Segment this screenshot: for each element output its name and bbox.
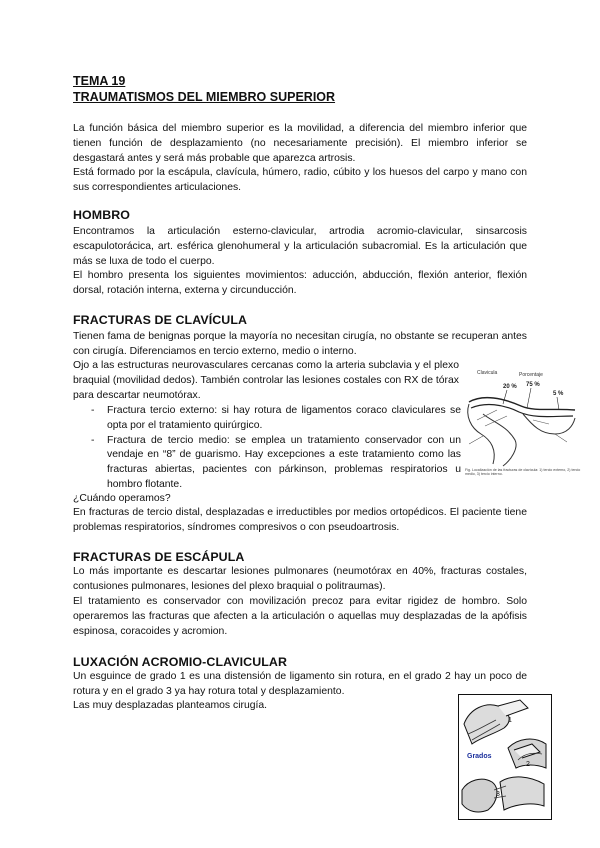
clavicle-fracture-figure bbox=[463, 364, 583, 488]
clavicula-paragraph-1: Tienen fama de benignas porque la mayoría no necesitan cirugía, no obstante se recuperan antes con cirugía. Diferenciamos en tercio externo, medio o interno. bbox=[73, 331, 527, 357]
title-block bbox=[73, 73, 335, 105]
list-item: - Fractura tercio externo: si hay rotura de ligamentos coraco claviculares se opta por el tratamiento quirúrgico. bbox=[91, 405, 461, 431]
escapula-paragraph-2: El tratamiento es conservador con movilización precoz para evitar rigidez de hombro. Solo operaremos las fracturas que afecten a la articulación o aquellas muy desplazadas de la apófisis espinosa, coracoides y acromion. bbox=[73, 596, 527, 637]
grade-number: 1 bbox=[508, 717, 512, 724]
clavicula-bullet-list bbox=[73, 404, 461, 493]
luxacion-paragraph-1: Un esguince de grado 1 es una distensión de ligamento sin rotura, en el grado 2 hay un poco de rotura y en el grado 3 ya hay rotura total y desplazamiento. bbox=[73, 671, 527, 697]
document-title: TRAUMATISMOS DEL MIEMBRO SUPERIOR bbox=[73, 90, 336, 104]
pointer-line bbox=[503, 390, 507, 404]
bullet-text: Fractura de tercio medio: se emplea un tratamiento conservador con un vendaje en “8” de guarismo. Hay excepciones a este tratamiento como las fracturas abiertas, pacientes con párkinson, problemas respiratorios u hombro flotante. bbox=[107, 434, 461, 490]
acromioclavicular-grades-figure bbox=[458, 694, 552, 820]
clavicula-paragraph-3: En fracturas de tercio distal, desplazadas e irreductibles por medios ortopédicos. El paciente tiene problemas respiratorios, síndromes compresivos o con pseudoartrosis. bbox=[73, 507, 527, 533]
bullet-text: Fractura tercio externo: si hay rotura de ligamentos coraco claviculares se opta por el tratamiento quirúrgico. bbox=[107, 405, 461, 431]
clavicle-outline bbox=[469, 398, 575, 410]
ligament-lines bbox=[477, 410, 549, 426]
clavicula-paragraph-2: Ojo a las estructuras neurovasculares cercanas como la arteria subclavia y el plexo braquial (movilidad dedos). También controlar las lesiones costales con RX de tórax para descartar neumotórax. bbox=[73, 360, 459, 401]
pointer-line bbox=[527, 388, 531, 408]
shoulder-outline bbox=[468, 404, 495, 464]
grade-number: 3 bbox=[496, 791, 500, 798]
figure-label: Clavicula bbox=[477, 370, 498, 376]
intro-paragraph-1: La función básica del miembro superior es la movilidad, a diferencia del miembro inferior que tienen función de desplazamiento (no necesariamente precisión). El miembro inferior se desgastará antes y será más probable que aparezca artrosis. bbox=[73, 123, 527, 164]
pointer-line bbox=[557, 397, 559, 410]
section-heading-luxacion: LUXACIÓN ACROMIO-CLAVICULAR bbox=[73, 655, 288, 669]
pointer-line bbox=[469, 436, 483, 444]
intro-paragraph-2: Está formado por la escápula, clavícula, húmero, radio, cúbito y los huesos del carpo y mano con sus correspondientes articulaciones. bbox=[73, 167, 527, 193]
pointer-line bbox=[555, 434, 567, 442]
hombro-paragraph-2: El hombro presenta los siguientes movimientos: aducción, abducción, flexión anterior, flexión dorsal, rotación interna, externa y circunducción. bbox=[73, 270, 527, 296]
grade-number: 2 bbox=[526, 761, 530, 768]
section-heading-hombro: HOMBRO bbox=[73, 208, 131, 222]
figure-percent-label: 75 % bbox=[526, 382, 540, 388]
list-item: - Fractura de tercio medio: se emplea un tratamiento conservador con un vendaje en “8” de guarismo. Hay excepciones a este tratamiento como las fracturas abiertas, pacientes con párkinson, problemas respiratorios u hombro flotante. bbox=[91, 434, 461, 490]
luxacion-paragraph-2: Las muy desplazadas planteamos cirugía. bbox=[73, 700, 268, 711]
section-heading-clavicula: FRACTURAS DE CLAVÍCULA bbox=[73, 313, 248, 327]
tema-number: TEMA 19 bbox=[73, 74, 126, 88]
figure-percent-label: 5 % bbox=[553, 391, 564, 397]
figure-percent-label: 20 % bbox=[503, 384, 517, 390]
hombro-paragraph-1: Encontramos la articulación esterno-clavicular, artrodia acromio-clavicular, sinsarcosis escapulotorácica, art. esférica glenohumeral y la articulación subacromial. Es la articulación que más se luxa de todo el cuerpo. bbox=[73, 226, 527, 267]
figure-label: Porcentaje bbox=[519, 372, 543, 378]
escapula-paragraph-1: Lo más importante es descartar lesiones pulmonares (neumotórax en 40%, fracturas costales, contusiones pulmonares, lesiones del plexo braquial o politraumas). bbox=[73, 566, 527, 592]
clavicula-question: ¿Cuándo operamos? bbox=[73, 493, 171, 504]
grade-3-drawing bbox=[462, 779, 497, 812]
section-heading-escapula: FRACTURAS DE ESCÁPULA bbox=[73, 550, 245, 564]
figure-caption: Fig. Localización de las fracturas de clavícula: 1) tercio externo, 2) tercio medio, 3) tercio interno. bbox=[465, 468, 581, 477]
grados-label: Grados bbox=[467, 753, 492, 760]
